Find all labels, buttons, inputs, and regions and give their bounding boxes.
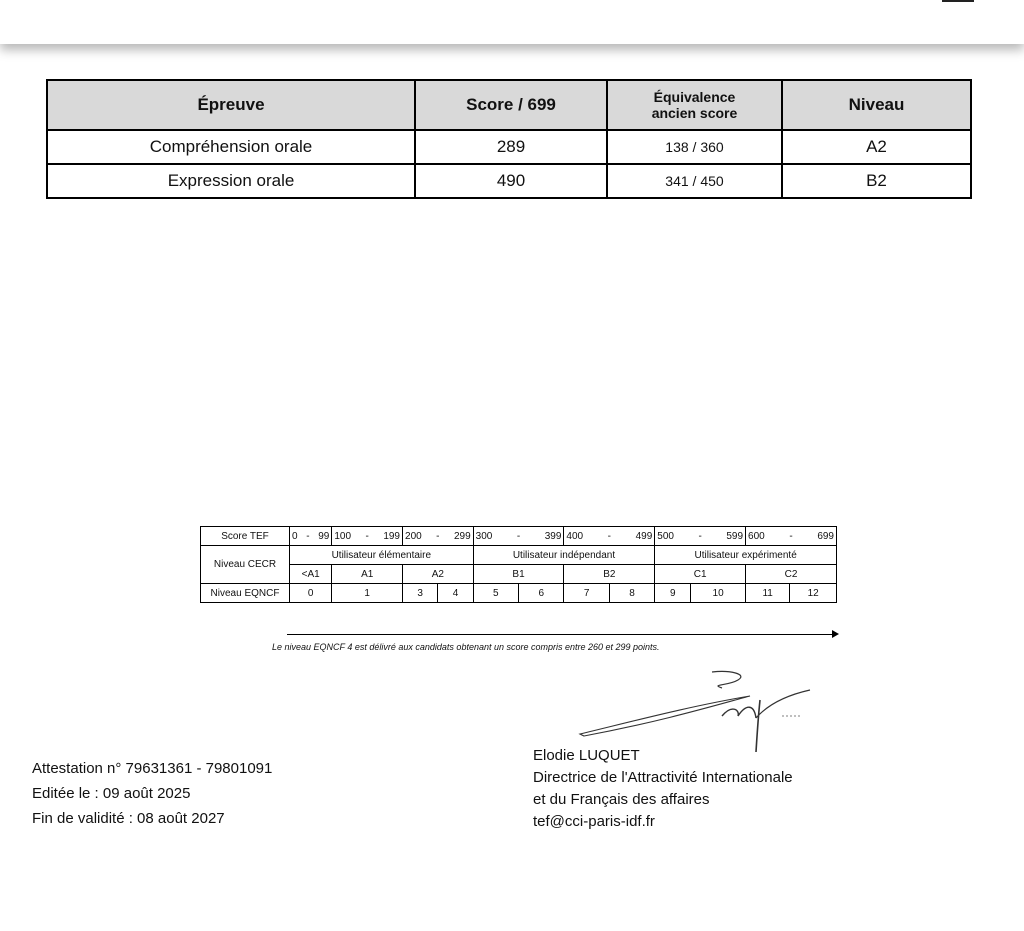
row-equivalence: 138 / 360: [607, 130, 782, 164]
row-niveau: B2: [782, 164, 971, 198]
range-hi: 199: [383, 530, 400, 542]
range-lo: 0: [292, 530, 298, 542]
range-lo: 400: [566, 530, 584, 542]
row-score: 490: [415, 164, 607, 198]
range-hi: 599: [726, 530, 744, 542]
range-lo: 100: [334, 530, 352, 542]
row-epreuve: Expression orale: [47, 164, 415, 198]
eqncf-level: 8: [609, 584, 654, 603]
header-equivalence-line2: ancien score: [651, 105, 738, 121]
signer-title-line2: et du Français des affaires: [533, 791, 710, 808]
signer-block: [533, 745, 793, 833]
range-hi: 299: [453, 530, 471, 542]
range-sep: -: [698, 530, 702, 542]
eqncf-level: 5: [473, 584, 518, 603]
arrow-head-icon: [832, 630, 839, 638]
score-table: [46, 79, 972, 199]
cecr-group: Utilisateur indépendant: [473, 546, 655, 565]
table-row: [47, 164, 971, 198]
score-tef-row: [201, 527, 837, 546]
eqncf-level: 4: [438, 584, 473, 603]
range-hi: 499: [635, 530, 653, 542]
cecr-group: Utilisateur expérimenté: [655, 546, 837, 565]
score-range: [655, 527, 746, 546]
table-row: [47, 130, 971, 164]
range-lo: 200: [405, 530, 422, 542]
range-sep: -: [607, 530, 612, 542]
score-tef-label: Score TEF: [201, 527, 290, 546]
cecr-level: B1: [473, 565, 564, 584]
signer-email: tef@cci-paris-idf.fr: [533, 813, 655, 830]
range-lo: 500: [657, 530, 674, 542]
eqncf-level: 9: [655, 584, 691, 603]
eqncf-level: 1: [332, 584, 403, 603]
attestation-number: Attestation n° 79631361 - 79801091: [32, 760, 273, 777]
niveau-eqncf-label: Niveau EQNCF: [201, 584, 290, 603]
cecr-group: Utilisateur élémentaire: [290, 546, 474, 565]
row-score: 289: [415, 130, 607, 164]
eqncf-row: [201, 584, 837, 603]
eqncf-level: 3: [403, 584, 438, 603]
header-epreuve: Épreuve: [47, 80, 415, 130]
range-sep: -: [516, 530, 521, 542]
cecr-level: A2: [403, 565, 474, 584]
cecr-group-row: [201, 546, 837, 565]
signer-title-line1: Directrice de l'Attractivité Internationale: [533, 769, 793, 786]
eqncf-level: 10: [691, 584, 746, 603]
eqncf-note: Le niveau EQNCF 4 est délivré aux candidats obtenant un score compris entre 260 et 299 points.: [272, 642, 660, 652]
cecr-level-row: [201, 565, 837, 584]
eqncf-level: 7: [564, 584, 609, 603]
attestation-edited: Editée le : 09 août 2025: [32, 785, 191, 802]
range-lo: 600: [748, 530, 765, 542]
eqncf-level: 0: [290, 584, 332, 603]
score-range: [403, 527, 474, 546]
header-equivalence: [607, 80, 782, 130]
range-sep: -: [436, 530, 440, 542]
range-sep: -: [365, 530, 369, 542]
cecr-level: C2: [746, 565, 837, 584]
range-lo: 300: [475, 530, 493, 542]
header-score: Score / 699: [415, 80, 607, 130]
menu-icon[interactable]: [942, 0, 974, 2]
score-range: [746, 527, 837, 546]
cecr-level: <A1: [290, 565, 332, 584]
attestation-block: [32, 756, 272, 831]
eqncf-level: 6: [519, 584, 564, 603]
score-range: [332, 527, 403, 546]
row-niveau: A2: [782, 130, 971, 164]
range-hi: 99: [318, 530, 330, 542]
cecr-level: C1: [655, 565, 746, 584]
cecr-level: B2: [564, 565, 655, 584]
range-sep: -: [306, 530, 310, 542]
eqncf-level: 12: [790, 584, 837, 603]
score-range: [290, 527, 332, 546]
cecr-reference-table: [200, 526, 837, 603]
cecr-level: A1: [332, 565, 403, 584]
signer-name: Elodie LUQUET: [533, 747, 640, 764]
score-table-header: [47, 80, 971, 130]
header-niveau: Niveau: [782, 80, 971, 130]
row-equivalence: 341 / 450: [607, 164, 782, 198]
score-range: [473, 527, 564, 546]
progression-arrow: [287, 634, 835, 635]
header-equivalence-line1: Équivalence: [653, 89, 736, 105]
range-hi: 699: [817, 530, 834, 542]
row-epreuve: Compréhension orale: [47, 130, 415, 164]
range-sep: -: [789, 530, 793, 542]
viewer-top-bar: [0, 0, 1024, 44]
attestation-validity: Fin de validité : 08 août 2027: [32, 810, 225, 827]
range-hi: 399: [544, 530, 562, 542]
eqncf-level: 11: [746, 584, 790, 603]
score-range: [564, 527, 655, 546]
niveau-cecr-label: Niveau CECR: [201, 546, 290, 584]
